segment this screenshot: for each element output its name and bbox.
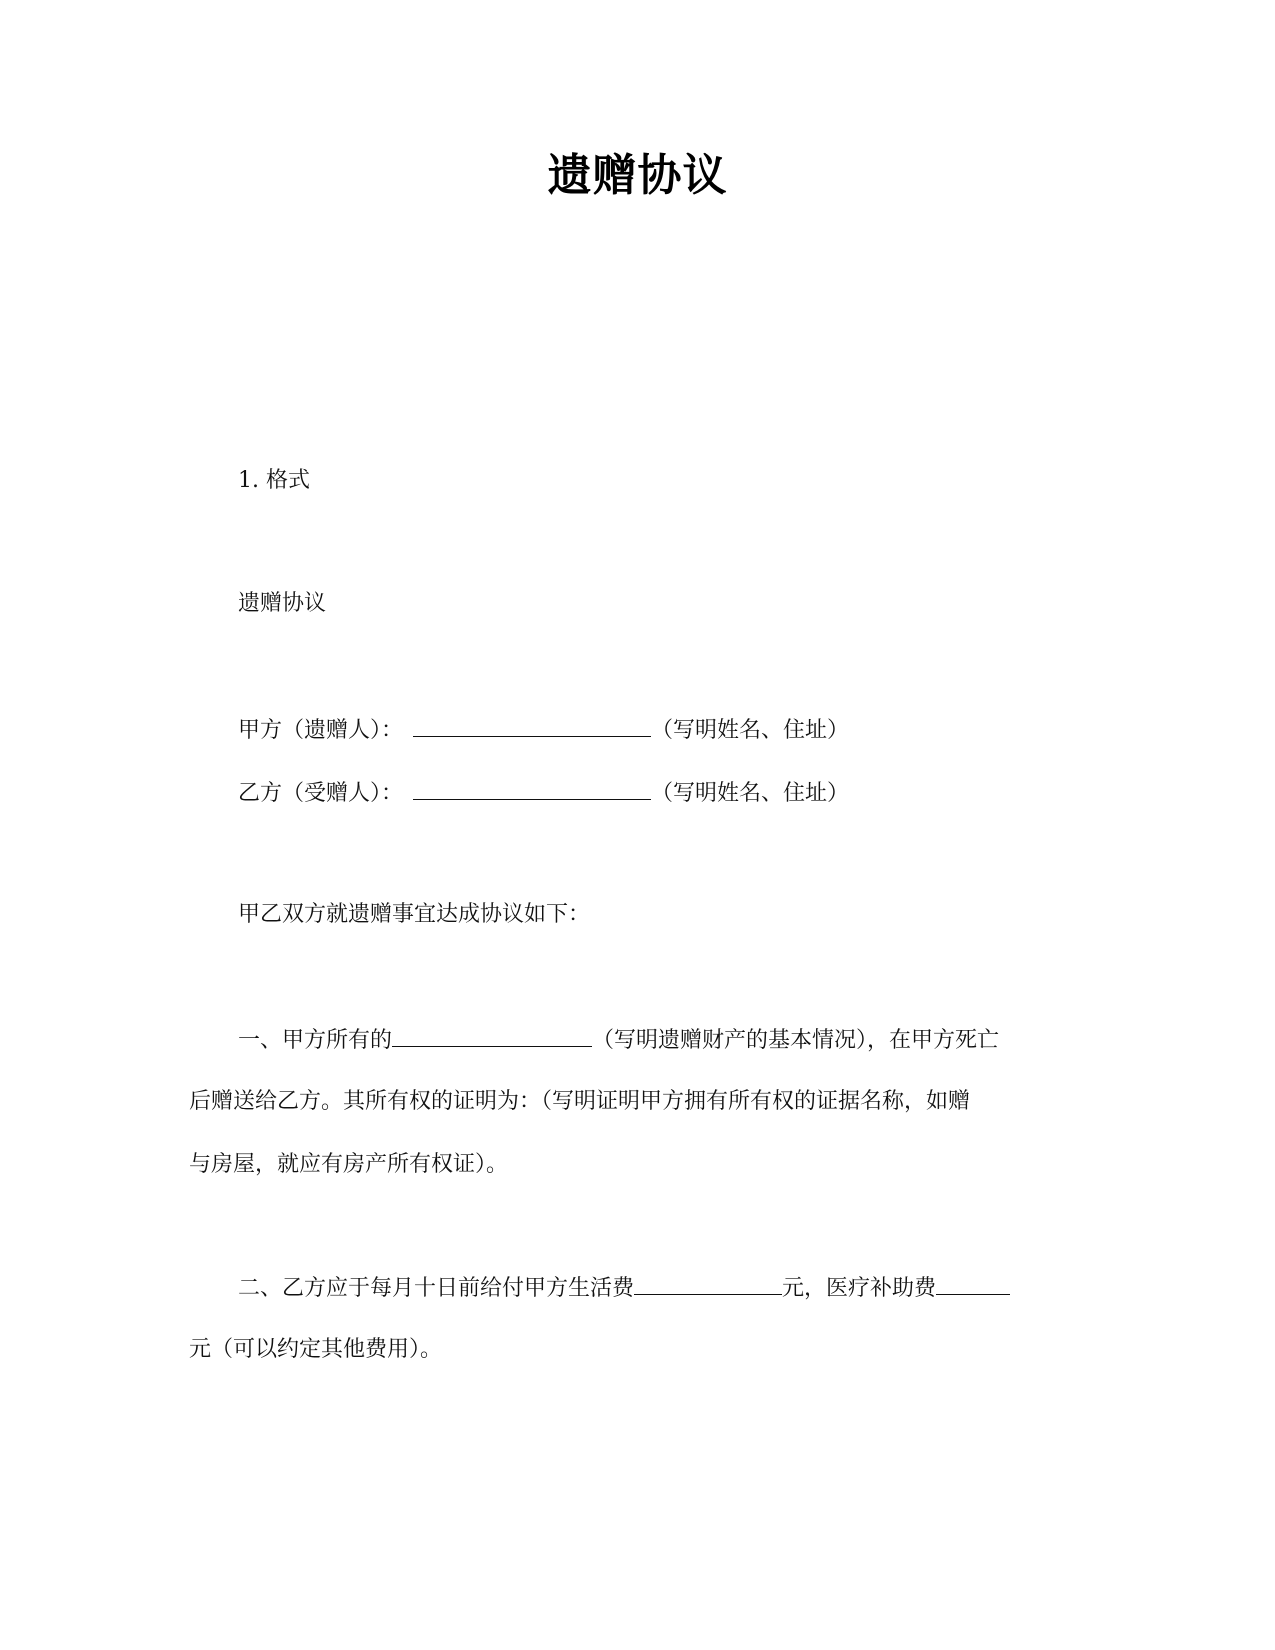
clause-1-suffix: （写明遗赠财产的基本情况），在甲方死亡 — [592, 1028, 1000, 1053]
party-a-hint: （写明姓名、住址） — [651, 718, 850, 743]
party-a-line — [238, 714, 849, 746]
party-a-blank — [413, 714, 651, 737]
clause-1-line-3: 与房屋，就应有房产所有权证）。 — [189, 1152, 509, 1177]
clause-2-middle: 元，医疗补助费 — [782, 1276, 937, 1301]
medical-expense-blank — [936, 1272, 1010, 1295]
clause-1-line-2: 后赠送给乙方。其所有权的证明为：（写明证明甲方拥有所有权的证据名称，如赠 — [189, 1089, 971, 1114]
living-expense-blank — [634, 1272, 782, 1295]
document-title: 遗赠协议 — [547, 150, 728, 201]
section-heading: 1. 格式 — [238, 468, 310, 493]
clause-2-prefix: 二、乙方应于每月十日前给付甲方生活费 — [238, 1276, 635, 1301]
party-b-blank — [413, 777, 651, 800]
party-b-line — [238, 777, 849, 809]
clause-2-line-1 — [238, 1272, 1010, 1304]
party-b-label: 乙方（受赠人）： — [238, 781, 404, 806]
agreement-intro: 甲乙双方就遗赠事宜达成协议如下： — [238, 902, 591, 927]
party-a-label: 甲方（遗赠人）： — [238, 718, 404, 743]
clause-1-prefix: 一、甲方所有的 — [238, 1028, 393, 1053]
clause-2-line-2: 元（可以约定其他费用）。 — [189, 1337, 443, 1362]
clause-1-line-1 — [238, 1024, 999, 1056]
party-b-hint: （写明姓名、住址） — [651, 781, 850, 806]
agreement-subtitle: 遗赠协议 — [238, 591, 327, 616]
property-blank — [392, 1024, 592, 1047]
